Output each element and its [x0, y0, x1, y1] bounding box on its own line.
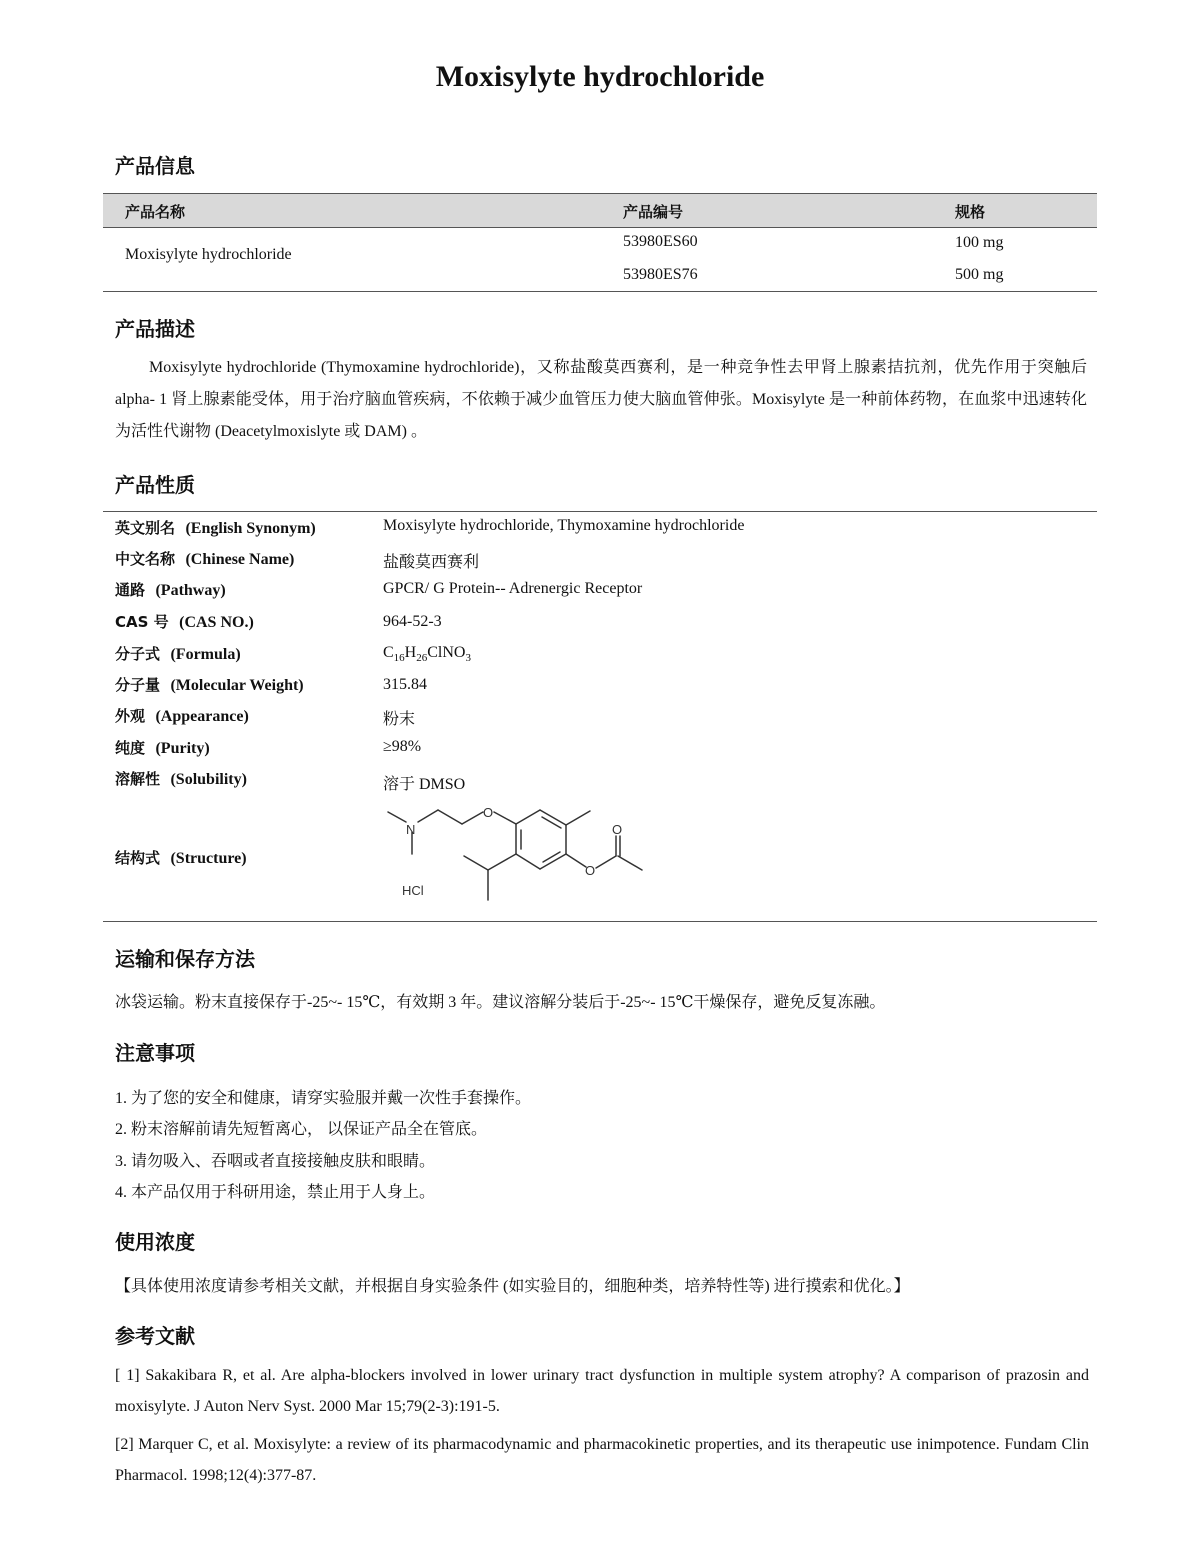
- usage-text: 【具体使用浓度请参考相关文献，并根据自身实验条件 (如实验目的，细胞种类，培养特性等) 进行摸索和优化。】: [115, 1278, 910, 1295]
- property-label: 分子式 (Formula): [115, 645, 241, 663]
- chemical-structure-image: [380, 800, 650, 910]
- description-paragraph: Moxisylyte hydrochloride (Thymoxamine hydrochloride)，又称盐酸莫西赛利，是一种竞争性去甲肾上腺素拮抗剂，优先作用于突触后 alpha- 1 肾上腺素能受体，用于治疗脑血管疾病，不依赖于减少血管压力使大脑血管伸张。Moxisylyte 是一种前体药物，在血浆中迅速转化为活性代谢物 (Deacetylmoxislyte 或 DAM) 。: [115, 359, 1087, 440]
- section-heading-storage: 运输和保存方法: [115, 947, 255, 971]
- property-label: 纯度 (Purity): [115, 739, 210, 757]
- svg-text:O: O: [483, 805, 494, 820]
- reference-item: [ 1] Sakakibara R, et al. Are alpha-blockers involved in lower urinary tract dysfunction in multiple system atrophy? A comparison of prazosin and moxisylyte. J Auton Nerv Syst. 2000 Mar 15;79(2-3):191-5.: [115, 1367, 1089, 1415]
- table-header-background: [103, 194, 1097, 227]
- properties-bottom-rule: [103, 921, 1097, 922]
- table-header-code: 产品编号: [623, 203, 684, 221]
- svg-text:HCl: HCl: [402, 883, 424, 898]
- reference-item: [2] Marquer C, et al. Moxisylyte: a review of its pharmacodynamic and pharmacokinetic properties, and its therapeutic use inimpotence. Fundam Clin Pharmacol. 1998;12(4):377-87.: [115, 1436, 1089, 1484]
- property-value: 315.84: [383, 676, 427, 693]
- property-value: 溶于 DMSO: [383, 776, 466, 793]
- document-title: Moxisylyte hydrochloride: [435, 60, 765, 93]
- property-value: GPCR/ G Protein-- Adrenergic Receptor: [383, 580, 643, 597]
- table-header-rule: [103, 227, 1097, 228]
- product-spec-cell: 100 mg: [955, 234, 1004, 251]
- property-label: 外观 (Appearance): [115, 707, 249, 725]
- property-label: CAS 号 (CAS NO.): [115, 613, 254, 631]
- property-value: 粉末: [383, 711, 416, 728]
- product-code-cell: 53980ES76: [623, 266, 698, 283]
- product-spec-cell: 500 mg: [955, 266, 1004, 283]
- property-value: ≥98%: [383, 738, 422, 755]
- product-name-cell: Moxisylyte hydrochloride: [125, 246, 292, 263]
- storage-text: 冰袋运输。粉末直接保存于-25~- 15℃，有效期 3 年。建议溶解分装后于-25~- 15℃干燥保存，避免反复冻融。: [115, 994, 886, 1011]
- section-heading-references: 参考文献: [115, 1324, 195, 1348]
- structure-label: 结构式 (Structure): [115, 849, 247, 867]
- note-item: 3. 请勿吸入、吞咽或者直接接触皮肤和眼睛。: [115, 1153, 436, 1170]
- table-header-spec: 规格: [955, 203, 986, 221]
- property-value: Moxisylyte hydrochloride, Thymoxamine hydrochloride: [383, 517, 745, 534]
- note-item: 4. 本产品仅用于科研用途，禁止用于人身上。: [115, 1184, 436, 1201]
- svg-text:O: O: [585, 863, 596, 878]
- section-heading-properties: 产品性质: [115, 473, 195, 497]
- property-value: 盐酸莫西赛利: [383, 554, 480, 571]
- section-heading-description: 产品描述: [115, 317, 195, 341]
- property-value: 964-52-3: [383, 613, 442, 630]
- product-code-cell: 53980ES60: [623, 233, 698, 250]
- note-item: 2. 粉末溶解前请先短暂离心， 以保证产品全在管底。: [115, 1121, 488, 1138]
- property-label: 分子量 (Molecular Weight): [115, 676, 304, 694]
- table-header-name: 产品名称: [125, 203, 186, 221]
- properties-top-rule: [103, 511, 1097, 512]
- property-label: 英文别名 (English Synonym): [115, 519, 316, 537]
- table-bottom-rule: [103, 291, 1097, 292]
- property-label: 溶解性 (Solubility): [115, 770, 247, 788]
- svg-text:O: O: [612, 822, 623, 837]
- note-item: 1. 为了您的安全和健康，请穿实验服并戴一次性手套操作。: [115, 1090, 532, 1107]
- section-heading-notes: 注意事项: [115, 1041, 195, 1065]
- svg-text:N: N: [406, 822, 416, 837]
- property-label: 中文名称 (Chinese Name): [115, 550, 295, 568]
- property-label: 通路 (Pathway): [115, 581, 226, 599]
- section-heading-info: 产品信息: [115, 154, 195, 178]
- section-heading-usage: 使用浓度: [115, 1230, 195, 1254]
- formula-value: $C_{16}H_{26}ClNO_3$: [383, 644, 471, 665]
